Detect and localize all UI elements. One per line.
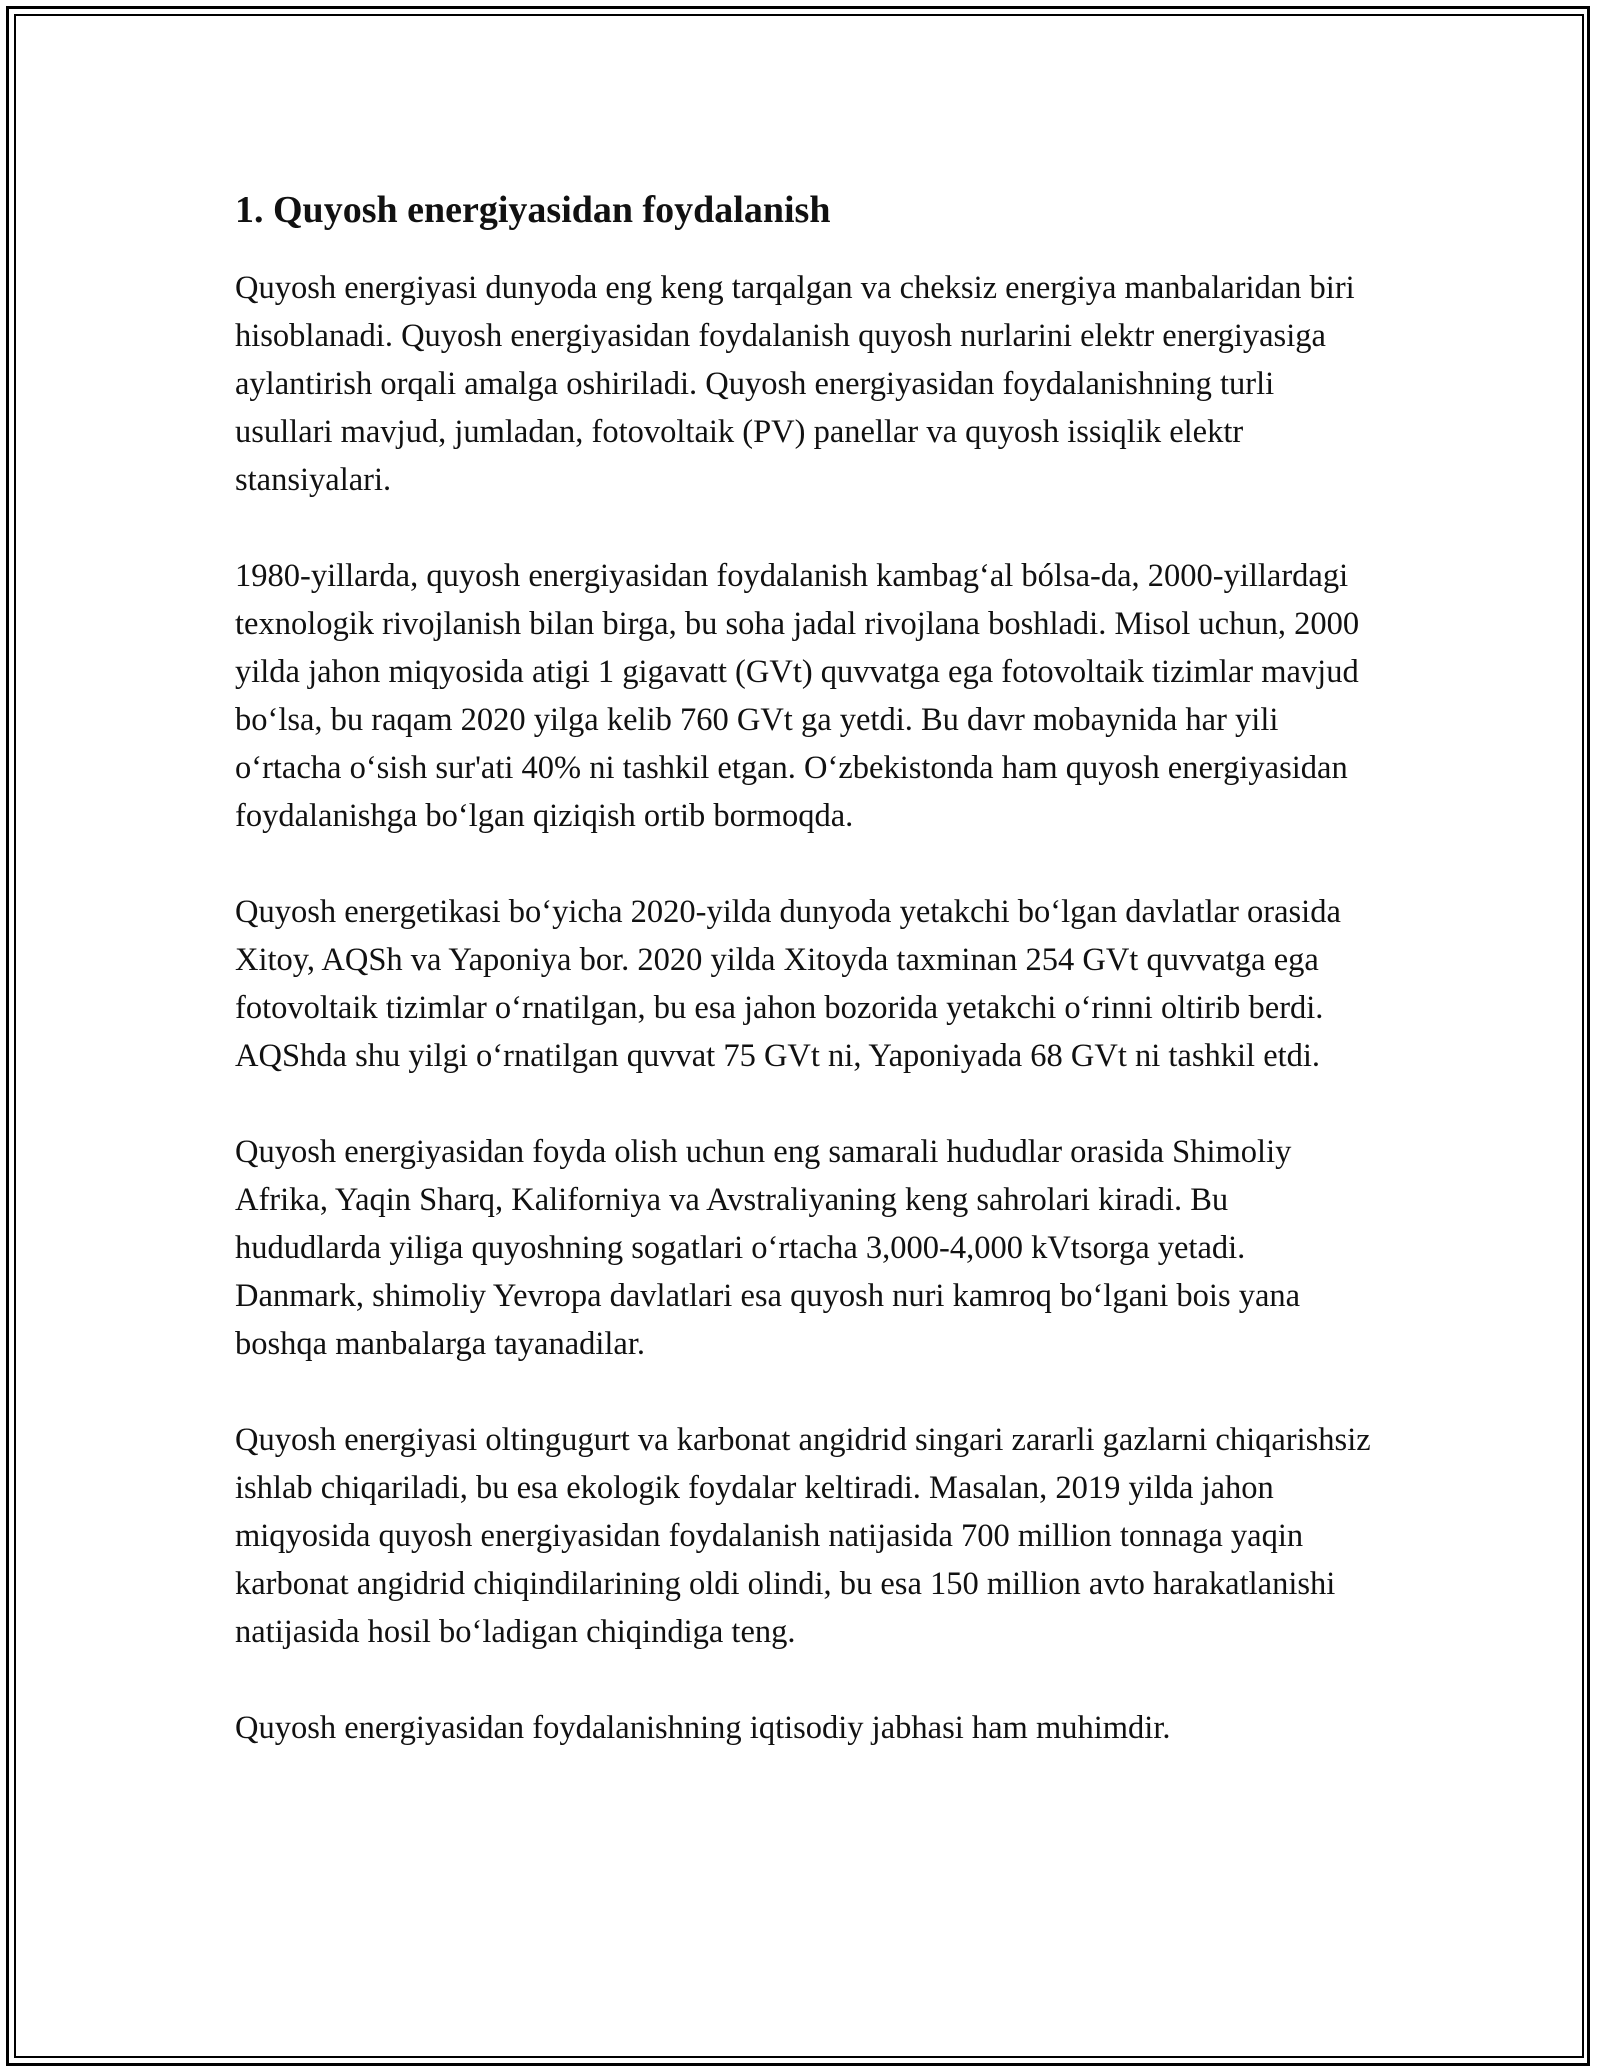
paragraph-1: Quyosh energiyasi dunyoda eng keng tarqalgan va cheksiz energiya manbalaridan biri hisoblanadi. Quyosh energiyasidan foydalanish quyosh nurlarini elektr energiyasiga aylantirish orqali amalga oshiriladi. Quyosh energiyasidan foydalanishning turli usullari mavjud, jumladan, fotovoltaik (PV) panellar va quyosh issiqlik elektr stansiyalari. xyxy=(235,270,1355,498)
paragraph-3: Quyosh energetikasi bo‘yicha 2020-yilda dunyoda yetakchi bo‘lgan davlatlar orasida Xitoy, AQSh va Yaponiya bor. 2020 yilda Xitoyda taxminan 254 GVt quvvatga ega fotovoltaik tizimlar o‘rnatilgan, bu esa jahon bozorida yetakchi o‘rinni oltirib berdi. AQShda shu yilgi o‘rnatilgan quvvat 75 GVt ni, Yaponiyada 68 GVt ni tashkil etdi. xyxy=(235,894,1341,1074)
paragraph-4: Quyosh energiyasidan foyda olish uchun eng samarali hududlar orasida Shimoliy Afrika, Yaqin Sharq, Kaliforniya va Avstraliyaning keng sahrolari kiradi. Bu hududlarda yiliga quyoshning sogatlari o‘rtacha 3,000-4,000 kVtsorga yetadi. Danmark, shimoliy Yevropa davlatlari esa quyosh nuri kamroq bo‘lgani bois yana boshqa manbalarga tayanadilar. xyxy=(235,1134,1301,1362)
section-heading: 1. Quyosh energiyasidan foydalanish xyxy=(235,189,831,231)
paragraph-2: 1980-yillarda, quyosh energiyasidan foydalanish kambag‘al bólsa-da, 2000-yillardagi texnologik rivojlanish bilan birga, bu soha jadal rivojlana boshladi. Misol uchun, 2000 yilda jahon miqyosida atigi 1 gigavatt (GVt) quvvatga ega fotovoltaik tizimlar mavjud bo‘lsa, bu raqam 2020 yilga kelib 760 GVt ga yetdi. Bu davr mobaynida har yili o‘rtacha o‘sish sur'ati 40% ni tashkil etgan. O‘zbekistonda ham quyosh energiyasidan foydalanishga bo‘lgan qiziqish ortib bormoqda. xyxy=(235,558,1360,834)
paragraph-6: Quyosh energiyasidan foydalanishning iqtisodiy jabhasi ham muhimdir. xyxy=(235,1710,1171,1746)
document-body xyxy=(235,186,1375,1800)
paragraph-5: Quyosh energiyasi oltingugurt va karbonat angidrid singari zararli gazlarni chiqarishsiz ishlab chiqariladi, bu esa ekologik foydalar keltiradi. Masalan, 2019 yilda jahon miqyosida quyosh energiyasidan foydalanish natijasida 700 million tonnaga yaqin karbonat angidrid chiqindilarining oldi olindi, bu esa 150 million avto harakatlanishi natijasida hosil bo‘ladigan chiqindiga teng. xyxy=(235,1422,1371,1650)
